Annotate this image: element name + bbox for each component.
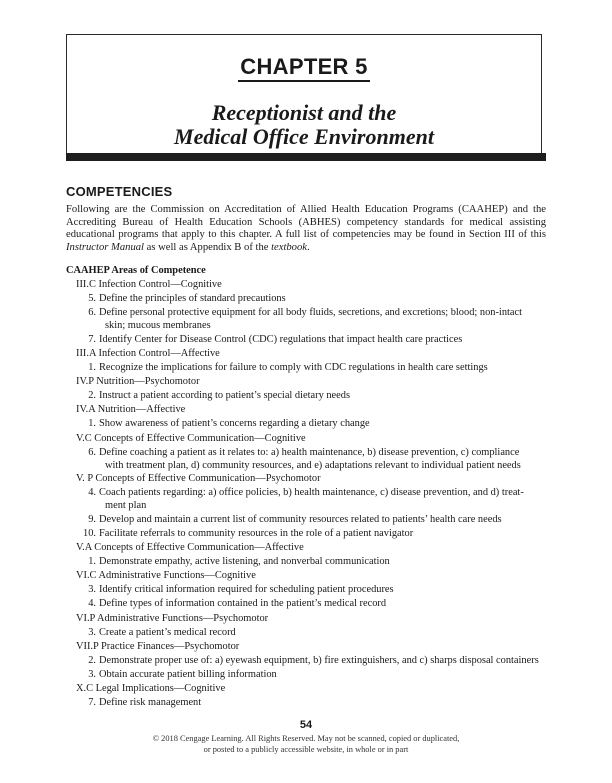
list-item: 1. Recognize the implications for failure to comply with CDC regulations in health care settings (88, 362, 488, 374)
section-heading-competencies: COMPETENCIES (66, 184, 173, 199)
intro-emphasis-textbook: textbook (271, 241, 307, 253)
domain-heading: VI.P Administrative Functions—Psychomotor (76, 612, 269, 624)
list-item: 3. Create a patient’s medical record (88, 626, 236, 638)
intro-text-1: Following are the Commission on Accreditation of Allied Health Education Programs (CAAHEP) and the Accrediting Bureau of Health Education Schools (ABHES) competency standards for medical assisting educational programs that apply to this chapter. A full list of competencies may be found in Section III of this (66, 204, 546, 241)
chapter-header-box (66, 34, 542, 156)
intro-text-3: . (306, 241, 310, 253)
intro-text-2: as well as Appendix B of the (143, 241, 272, 253)
list-item: 3. Obtain accurate patient billing information (88, 668, 277, 680)
list-item: 2. Demonstrate proper use of: a) eyewash equipment, b) fire extinguishers, and c) sharps disposal containers (88, 654, 539, 666)
list-item: 7. Identify Center for Disease Control (CDC) regulations that impact health care practices (88, 333, 463, 345)
page-number: 54 (299, 719, 313, 731)
list-item: 9. Develop and maintain a current list of community resources related to patients’ health care needs (88, 513, 502, 525)
list-item: 2. Instruct a patient according to patient’s special dietary needs (88, 390, 351, 402)
domain-heading: V.C Concepts of Effective Communication—Cognitive (76, 432, 306, 444)
domain-heading: V.A Concepts of Effective Communication—Affective (76, 542, 304, 554)
chapter-header-bar (66, 153, 546, 161)
list-item: 1. Demonstrate empathy, active listening, and nonverbal communication (88, 556, 390, 568)
list-item: 5. Define the principles of standard precautions (88, 293, 286, 305)
competency-list (66, 264, 546, 710)
chapter-title (67, 101, 541, 149)
domain-heading: VI.C Administrative Functions—Cognitive (76, 570, 256, 582)
list-item: 6. Define coaching a patient as it relates to: a) health maintenance, b) disease prevention, c) compliance with treatment plan, d) community resources, and e) adaptations relevant to individual patient needs (88, 446, 521, 471)
domain-heading: V. P Concepts of Effective Communication—Psychomotor (76, 473, 321, 485)
intro-emphasis-manual: Instructor Manual (66, 241, 144, 253)
chapter-label (67, 54, 541, 80)
chapter-label-text: CHAPTER 5 (238, 54, 369, 82)
chapter-title-line1: Receptionist and the (211, 100, 397, 125)
domain-heading: VII.P Practice Finances—Psychomotor (76, 640, 240, 652)
list-item: 7. Define risk management (88, 697, 202, 709)
domain-heading: IV.A Nutrition—Affective (76, 404, 186, 416)
domain-heading: X.C Legal Implications—Cognitive (76, 683, 226, 695)
list-item: 4. Coach patients regarding: a) office policies, b) health maintenance, c) disease prevention, and d) treat- ment plan (88, 487, 524, 512)
chapter-title-line2: Medical Office Environment (174, 124, 434, 149)
list-item: 4. Define types of information contained in the patient’s medical record (88, 598, 387, 610)
domain-heading: IV.P Nutrition—Psychomotor (76, 376, 200, 388)
copyright-line1: © 2018 Cengage Learning. All Rights Reserved. May not be scanned, copied or duplicated, (152, 734, 460, 743)
copyright-notice (0, 733, 612, 755)
domain-heading: III.C Infection Control—Cognitive (76, 279, 222, 291)
intro-paragraph (66, 204, 546, 254)
list-item: 6. Define personal protective equipment for all body fluids, secretions, and excretions; blood; non-intact skin; mucous membranes (88, 307, 523, 332)
list-item: 1. Show awareness of patient’s concerns regarding a dietary change (88, 418, 370, 430)
copyright-line2: or posted to a publicly accessible website, in whole or in part (203, 745, 409, 754)
list-item: 10. Facilitate referrals to community resources in the role of a patient navigator (83, 528, 414, 539)
domain-heading: III.A Infection Control—Affective (76, 347, 220, 359)
caahep-heading: CAAHEP Areas of Competence (66, 265, 206, 276)
list-item: 3. Identify critical information required for scheduling patient procedures (88, 584, 394, 596)
